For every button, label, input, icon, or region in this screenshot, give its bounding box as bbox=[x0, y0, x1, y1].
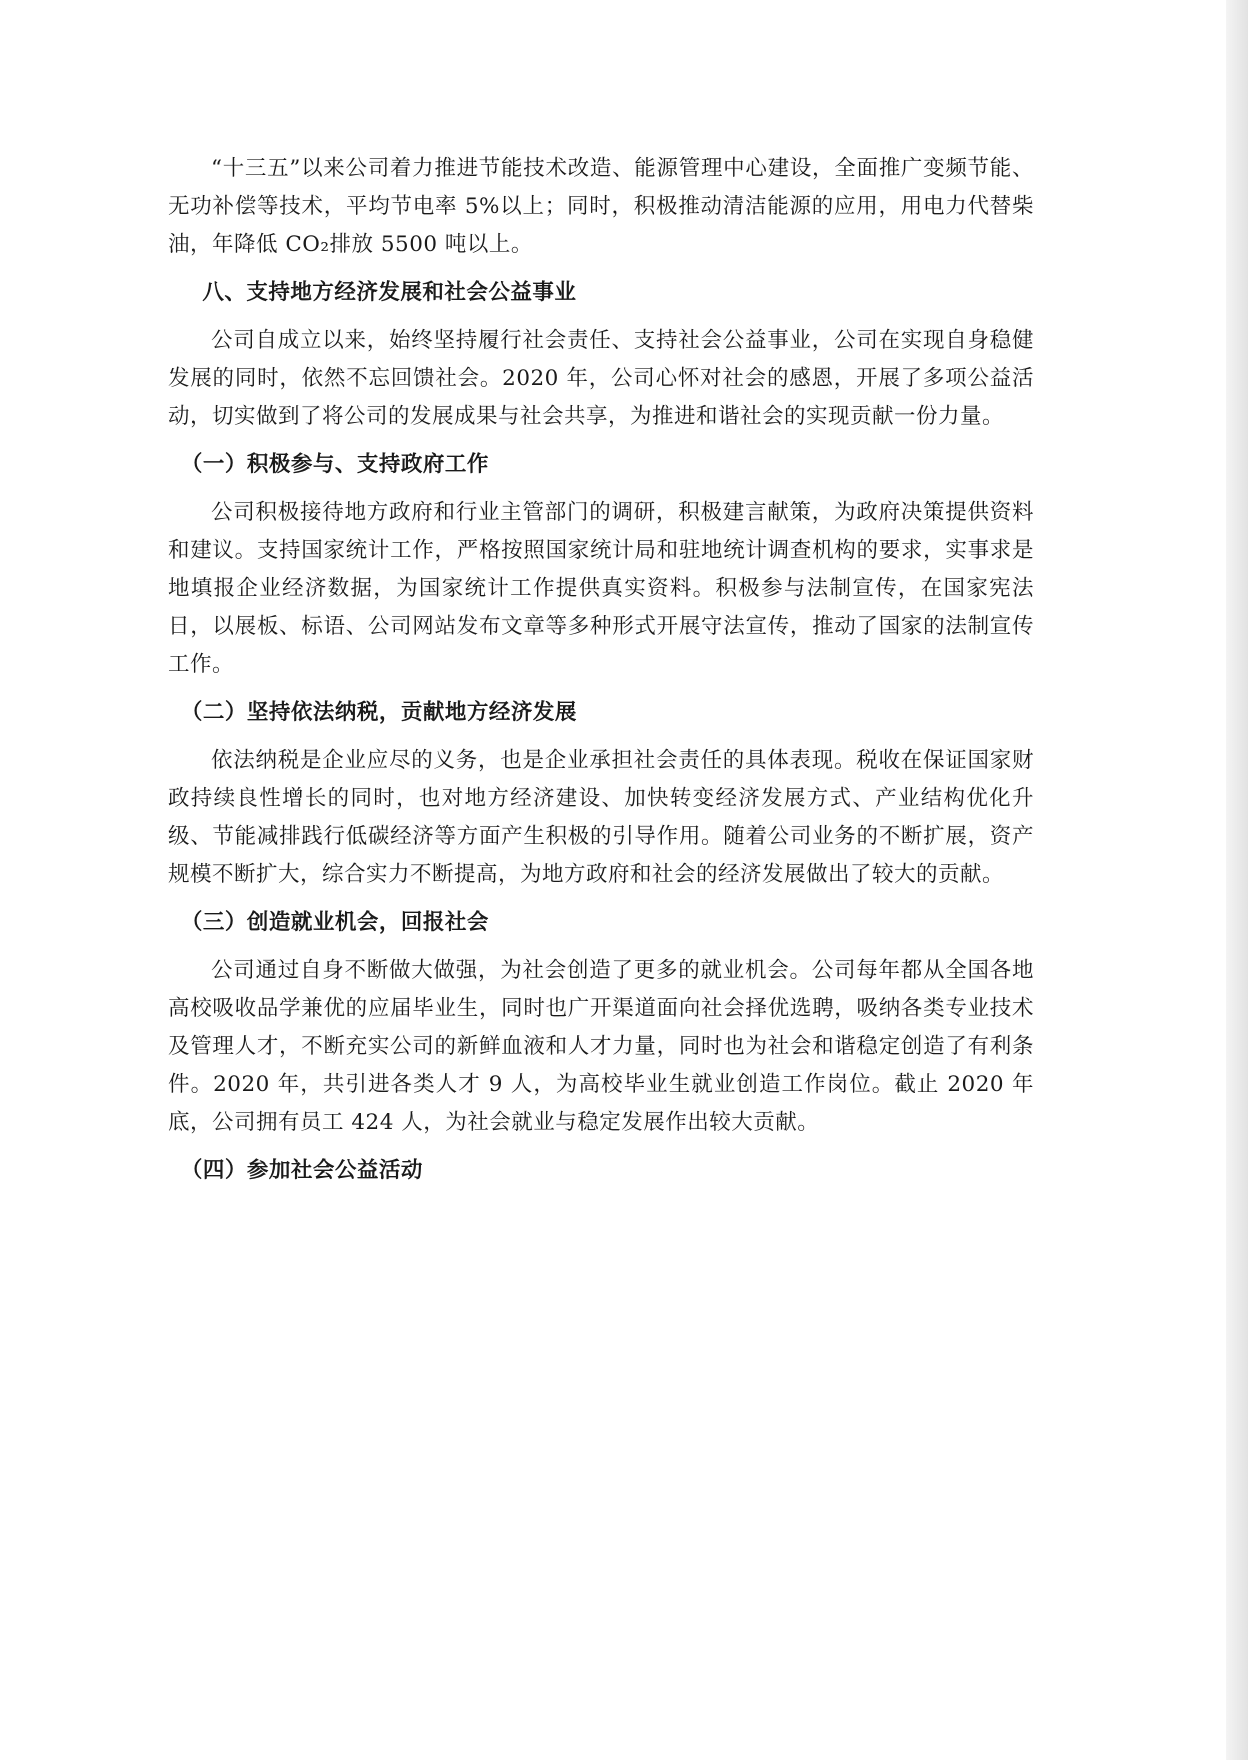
document-page bbox=[168, 150, 1034, 1200]
subsection-heading-3: （三）创造就业机会，回报社会 bbox=[180, 910, 489, 935]
paragraph-energy-saving: “十三五”以来公司着力推进节能技术改造、能源管理中心建设，全面推广变频节能、无功补偿等技术，平均节电率 5%以上；同时，积极推动清洁能源的应用，用电力代替柴油，年降低 CO₂排放 5500 吨以上。 bbox=[168, 156, 1034, 257]
paragraph-employment: 公司通过自身不断做大做强，为社会创造了更多的就业机会。公司每年都从全国各地高校吸收品学兼优的应届毕业生，同时也广开渠道面向社会择优选聘，吸纳各类专业技术及管理人才，不断充实公司的新鲜血液和人才力量，同时也为社会和谐稳定创造了有利条件。2020 年，共引进各类人才 9 人，为高校毕业生就业创造工作岗位。截止 2020 年底，公司拥有员工 424 人，为社会就业与稳定发展作出较大贡献。 bbox=[168, 958, 1034, 1135]
paragraph-government-support: 公司积极接待地方政府和行业主管部门的调研，积极建言献策，为政府决策提供资料和建议。支持国家统计工作，严格按照国家统计局和驻地统计调查机构的要求，实事求是地填报企业经济数据，为国家统计工作提供真实资料。积极参与法制宣传，在国家宪法日，以展板、标语、公司网站发布文章等多种形式开展守法宣传，推动了国家的法制宣传工作。 bbox=[168, 500, 1034, 677]
subsection-heading-1: （一）积极参与、支持政府工作 bbox=[180, 452, 489, 477]
paragraph-tax: 依法纳税是企业应尽的义务，也是企业承担社会责任的具体表现。税收在保证国家财政持续良性增长的同时，也对地方经济建设、加快转变经济发展方式、产业结构优化升级、节能减排践行低碳经济等方面产生积极的引导作用。随着公司业务的不断扩展，资产规模不断扩大，综合实力不断提高，为地方政府和社会的经济发展做出了较大的贡献。 bbox=[168, 748, 1034, 887]
subsection-heading-2: （二）坚持依法纳税，贡献地方经济发展 bbox=[180, 700, 577, 725]
paragraph-social-responsibility: 公司自成立以来，始终坚持履行社会责任、支持社会公益事业，公司在实现自身稳健发展的同时，依然不忘回馈社会。2020 年，公司心怀对社会的感恩，开展了多项公益活动，切实做到了将公司的发展成果与社会共享，为推进和谐社会的实现贡献一份力量。 bbox=[168, 328, 1034, 429]
subsection-heading-4: （四）参加社会公益活动 bbox=[180, 1158, 423, 1183]
scan-edge-shadow bbox=[1226, 0, 1248, 1760]
section-heading-8: 八、支持地方经济发展和社会公益事业 bbox=[202, 280, 577, 305]
